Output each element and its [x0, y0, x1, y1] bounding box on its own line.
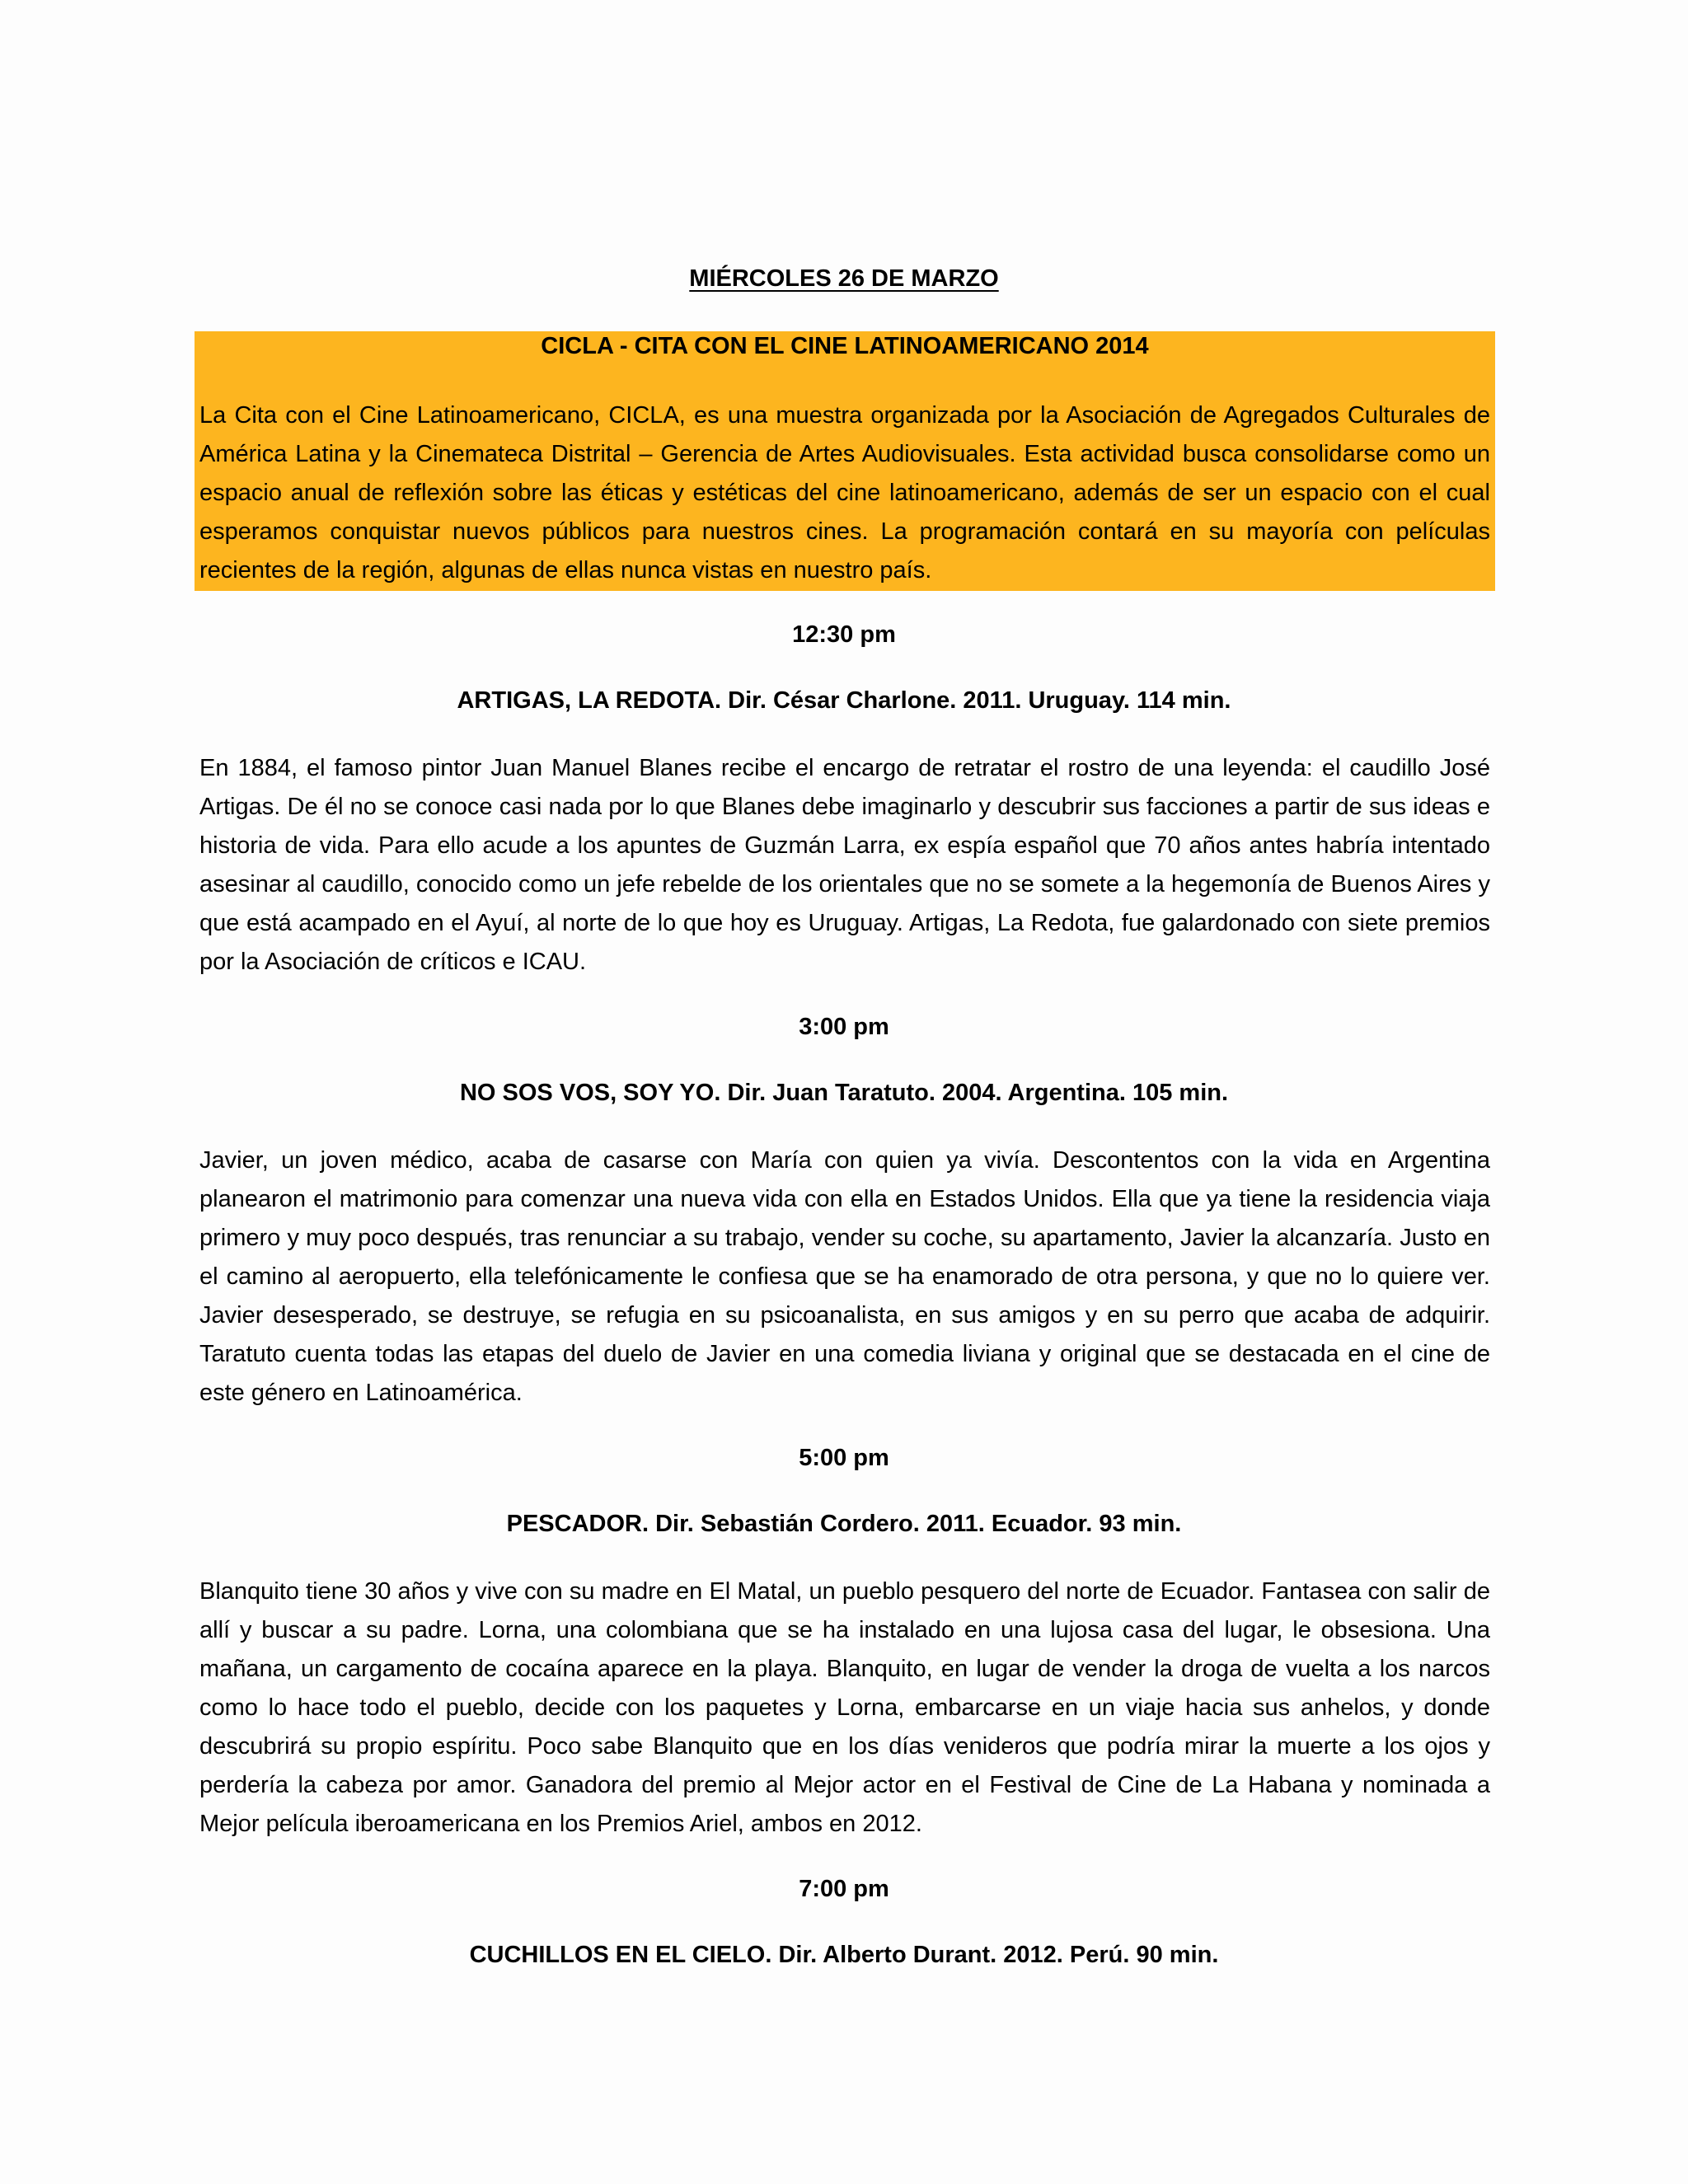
date-heading: MIÉRCOLES 26 DE MARZO: [689, 265, 999, 292]
screening-title: PESCADOR. Dir. Sebastián Cordero. 2011. Ecuador. 93 min.: [506, 1511, 1182, 1537]
screening-title: NO SOS VOS, SOY YO. Dir. Juan Taratuto. 2004. Argentina. 105 min.: [459, 1080, 1229, 1106]
screening-synopsis: Javier, un joven médico, acaba de casarse con María con quien ya vivía. Descontentos con la vida en Argentina planearon el matrimonio para comenzar una nueva vida con ella en Estados Unidos. Ella que ya tiene la residencia viaja primero y muy poco después, tras renunciar a su trabajo, vender su coche, su apartamento, Javier la alcanzaría. Justo en el camino al aeropuerto, ella telefónicamente le confiesa que se ha enamorado de otra persona, y que no lo quiere ver. Javier desesperado, se destruye, se refugia en su psicoanalista, en sus amigos y en su perro que acaba de adquirir. Taratuto cuenta todas las etapas del duelo de Javier en una comedia liviana y original que se destacada en el cine de este género en Latinoamérica.: [199, 1147, 1490, 1406]
screening-time: 3:00 pm: [799, 1014, 889, 1040]
screening-time: 5:00 pm: [799, 1445, 889, 1471]
screening-synopsis: Blanquito tiene 30 años y vive con su madre en El Matal, un pueblo pesquero del norte de Ecuador. Fantasea con salir de allí y buscar a su padre. Lorna, una colombiana que se ha instalado en una lujosa casa del lugar, le obsesiona. Una mañana, un cargamento de cocaína aparece en la playa. Blanquito, en lugar de vender la droga de vuelta a los narcos como lo hace todo el pueblo, decide con los paquetes y Lorna, embarcarse en un viaje hacia sus anhelos, y donde descubrirá su propio espíritu. Poco sabe Blanquito que en los días venideros que podría mirar la muerte a los ojos y perdería la cabeza por amor. Ganadora del premio al Mejor actor en el Festival de Cine de La Habana y nominada a Mejor película iberoamericana en los Premios Ariel, ambos en 2012.: [199, 1578, 1490, 1837]
screening-time: 12:30 pm: [792, 621, 896, 648]
screening-title: ARTIGAS, LA REDOTA. Dir. César Charlone. 2011. Uruguay. 114 min.: [457, 687, 1231, 714]
intro-body: La Cita con el Cine Latinoamericano, CICLA, es una muestra organizada por la Asociación de Agregados Culturales de América Latina y la Cinemateca Distrital – Gerencia de Artes Audiovisuales. Esta actividad busca consolidarse como un espacio anual de reflexión sobre las éticas y estéticas del cine latinoamericano, además de ser un espacio con el cual esperamos conquistar nuevos públicos para nuestros cines. La programación contará en su mayoría con películas recientes de la región, algunas de ellas nunca vistas en nuestro país.: [199, 402, 1490, 583]
screening-title: CUCHILLOS EN EL CIELO. Dir. Alberto Durant. 2012. Perú. 90 min.: [469, 1942, 1219, 1968]
intro-title: CICLA - CITA CON EL CINE LATINOAMERICANO 2014: [541, 333, 1149, 359]
screening-synopsis: En 1884, el famoso pintor Juan Manuel Blanes recibe el encargo de retratar el rostro de una leyenda: el caudillo José Artigas. De él no se conoce casi nada por lo que Blanes debe imaginarlo y descubrir sus facciones a partir de sus ideas e historia de vida. Para ello acude a los apuntes de Guzmán Larra, ex espía español que 70 años antes habría intentado asesinar al caudillo, conocido como un jefe rebelde de los orientales que no se somete a la hegemonía de Buenos Aires y que está acampado en el Ayuí, al norte de lo que hoy es Uruguay. Artigas, La Redota, fue galardonado con siete premios por la Asociación de críticos e ICAU.: [199, 755, 1490, 975]
screening-time: 7:00 pm: [799, 1876, 889, 1902]
